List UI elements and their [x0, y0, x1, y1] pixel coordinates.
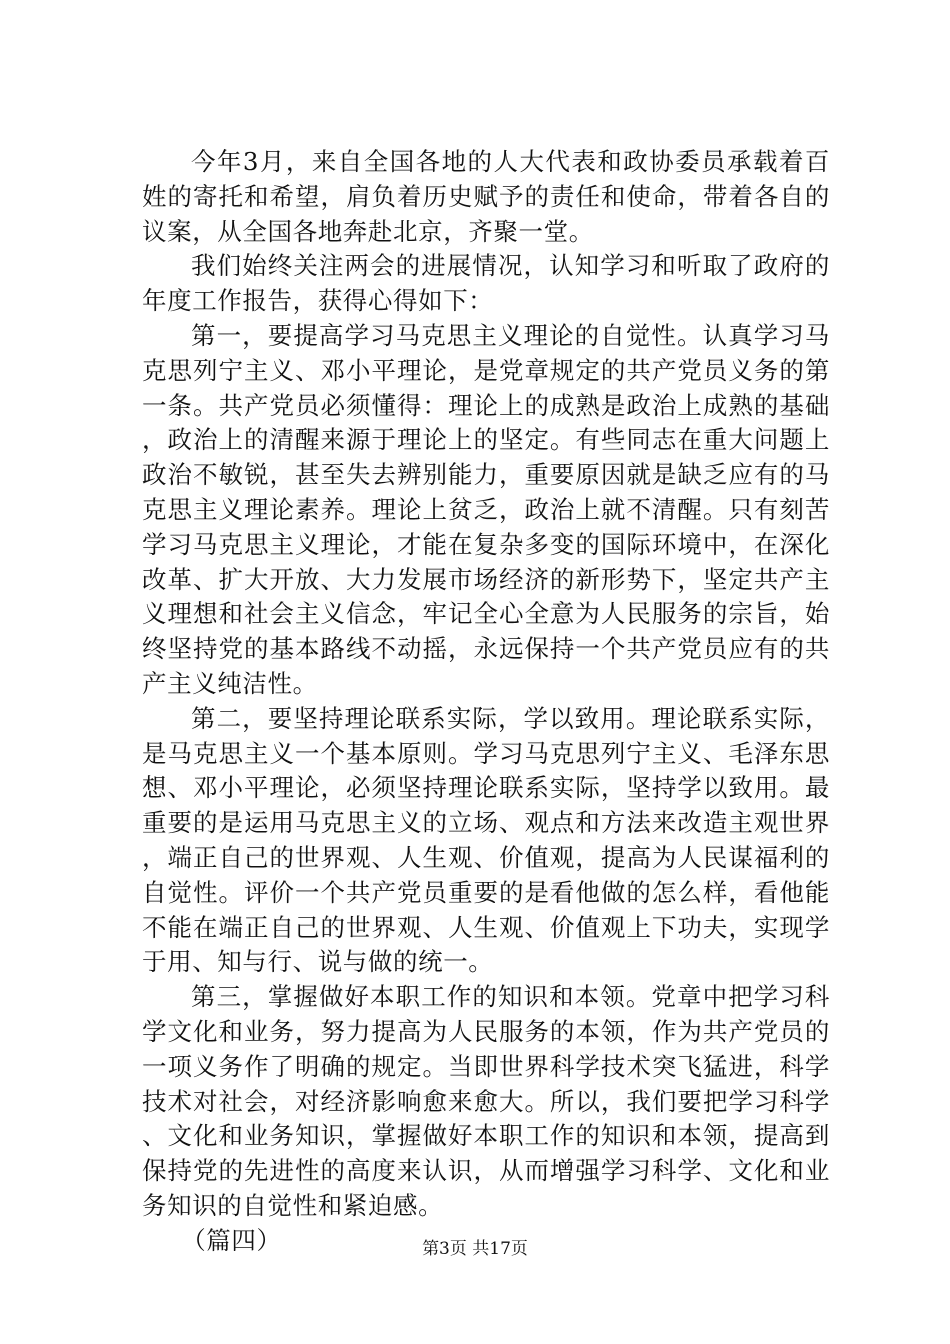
paragraph-point-one: 第一，要提高学习马克思主义理论的自觉性。认真学习马克思列宁主义、邓小平理论，是党章规定的共产党员义务的第一条。共产党员必须懂得：理论上的成熟是政治上成熟的基础，政治上的清醒来源于理论上的坚定。有些同志在重大问题上政治不敏锐，甚至失去辨别能力，重要原因就是缺乏应有的马克思主义理论素养。理论上贫乏，政治上就不清醒。只有刻苦学习马克思主义理论，才能在复杂多变的国际环境中，在深化改革、扩大开放、大力发展市场经济的新形势下，坚定共产主义理想和社会主义信念，牢记全心全意为人民服务的宗旨，始终坚持党的基本路线不动摇，永远保持一个共产党员应有的共产主义纯洁性。	[142, 320, 830, 698]
section-marker: （篇四）	[181, 1225, 282, 1255]
paragraph-point-three: 第三，掌握做好本职工作的知识和本领。党章中把学习科学文化和业务，努力提高为人民服务的本领，作为共产党员的一项义务作了明确的规定。当即世界科学技术突飞猛进，科学技术对社会，对经济影响愈来愈大。所以，我们要把学习科学、文化和业务知识，掌握做好本职工作的知识和本领，提高到保持党的先进性的高度来认识，从而增强学习科学、文化和业务知识的自觉性和紧迫感。	[142, 982, 830, 1220]
paragraph-point-two: 第二，要坚持理论联系实际，学以致用。理论联系实际，是马克思主义一个基本原则。学习马克思列宁主义、毛泽东思想、邓小平理论，必须坚持理论联系实际，坚持学以致用。最重要的是运用马克思主义的立场、观点和方法来改造主观世界，端正自己的世界观、人生观、价值观，提高为人民谋福利的自觉性。评价一个共产党员重要的是看他做的怎么样，看他能不能在端正自己的世界观、人生观、价值观上下功夫，实现学于用、知与行、说与做的统一。	[142, 703, 830, 977]
document-body	[142, 145, 830, 1259]
page-footer: 第3页 共17页	[422, 1239, 528, 1259]
paragraph-intro: 今年3月，来自全国各地的人大代表和政协委员承载着百姓的寄托和希望，肩负着历史赋予的责任和使命，带着各自的议案，从全国各地奔赴北京，齐聚一堂。	[142, 147, 830, 246]
paragraph-summary: 我们始终关注两会的进展情况，认知学习和听取了政府的年度工作报告，获得心得如下：	[142, 251, 830, 316]
